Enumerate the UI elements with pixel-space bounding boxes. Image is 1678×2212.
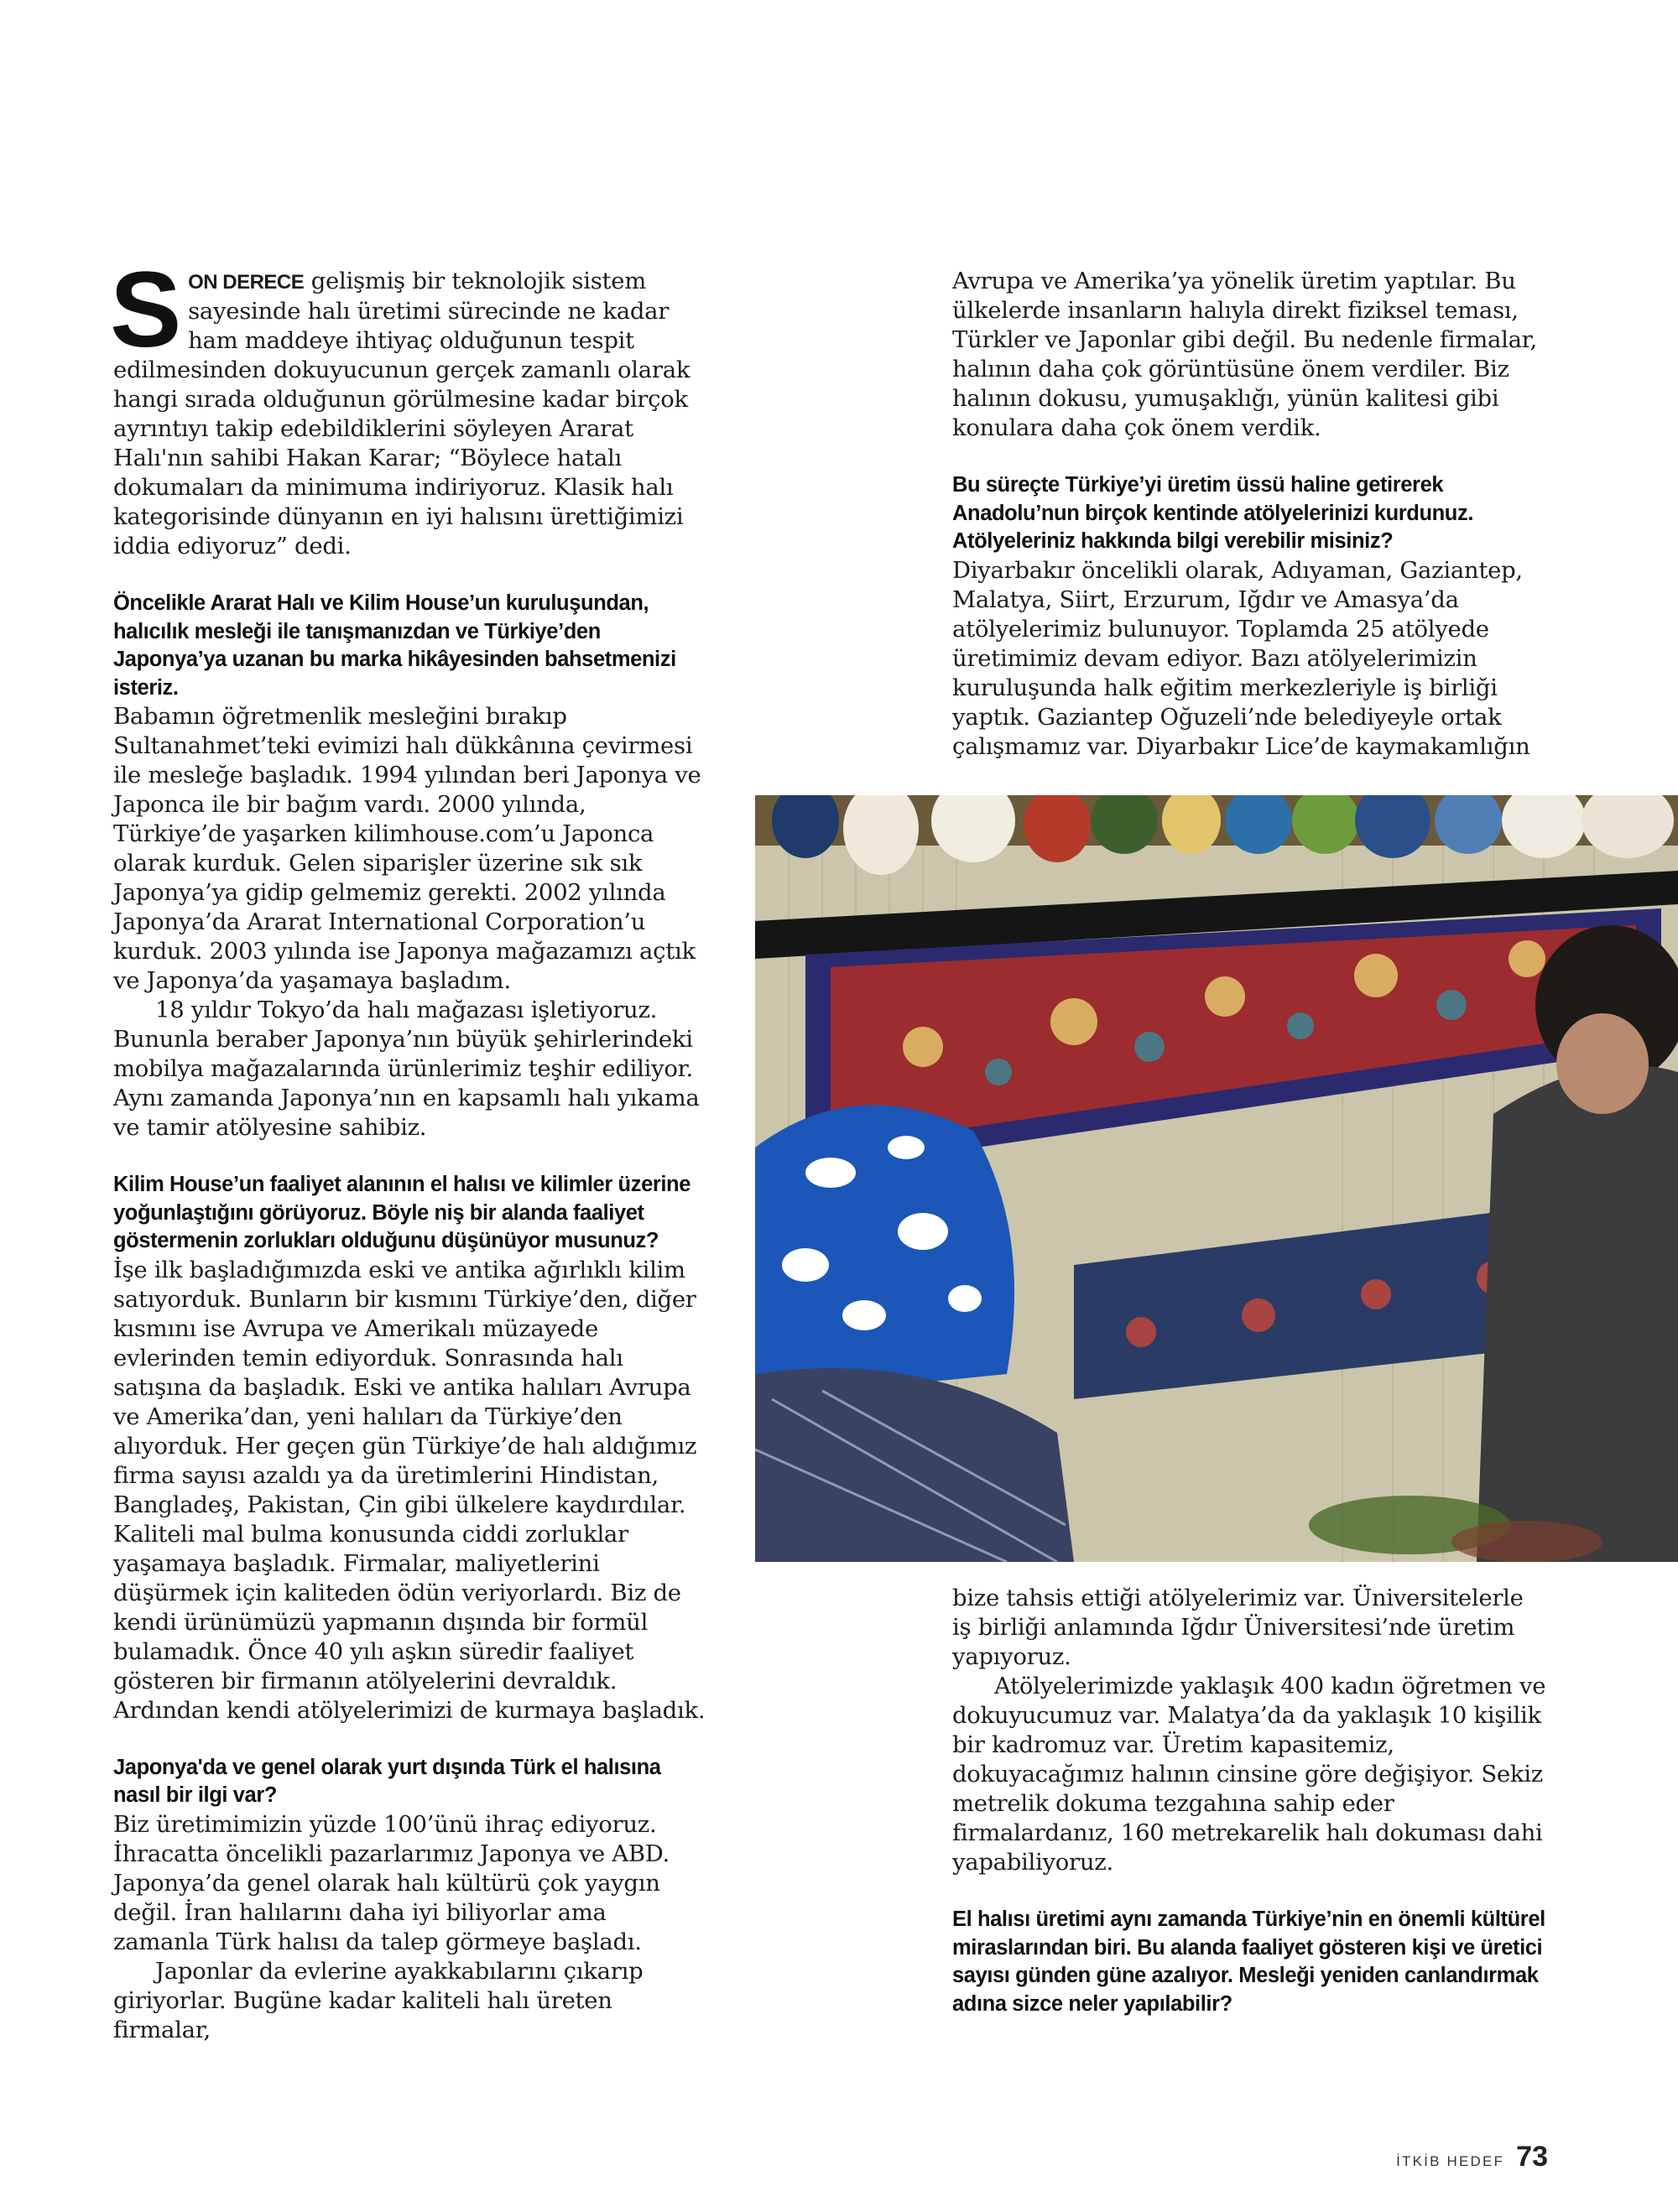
- answer-1-paragraph-2: 18 yıldır Tokyo’da halı mağazası işletiyoruz. Bununla beraber Japonya’nın büyük şehirlerindeki mobilya mağazalarında ürünlerimiz teşhir ediliyor. Aynı zamanda Japonya’nın en kapsamlı halı yıkama ve tamir atölyesine sahibiz.: [113, 997, 700, 1141]
- answer-3-paragraph-1: Biz üretimimizin yüzde 100’ünü ihraç ediyoruz. İhracatta öncelikli pazarlarımız Japonya ve ABD. Japonya’da genel olarak halı kültürü çok yaygın değil. İran halılarını daha iyi biliyorlar ama zamanla Türk halısı da talep görmeye başladı.: [113, 1810, 670, 1955]
- weaving-illustration: [755, 795, 1678, 1562]
- answer-2-paragraph-1: İşe ilk başladığımızda eski ve antika ağırlıklı kilim satıyorduk. Bunların bir kısmını Türkiye’den, diğer kısmını ise Avrupa ve Amerikalı müzayede evlerinden temin ediyorduk. Sonrasında halı satışına da başladık. Eski ve antika halıları Avrupa ve Amerika’dan, yeni halıları da Türkiye’den alıyorduk. Her geçen gün Türkiye’de halı aldığımız firma sayısı azaldı ya da üretimlerini Hindistan, Bangladeş, Pakistan, Çin gibi ülkelere kaydırdılar. Kaliteli mal bulma konusunda ciddi zorluklar yaşamaya başladık. Firmalar, maliyetlerini düşürmek için kaliteden ödün veriyorlardı. Biz de kendi ürünümüzü yapmanın dışında bir formül bulamadık. Önce 40 yılı aşkın süredir faaliyet gösteren bir firmanın atölyelerini devraldık. Ardından kendi atölyelerimizi de kurmaya başladık.: [113, 1256, 706, 1724]
- answer-4-paragraph-2: bize tahsis ettiği atölyelerimiz var. Üniversitelerle iş birliği anlamında Iğdır Üniversitesi’nde üretim yapıyoruz.: [952, 1585, 1524, 1670]
- drop-cap: S: [110, 250, 182, 370]
- question-5: El halısı üretimi aynı zamanda Türkiye’nin en önemli kültürel miraslarından biri. Bu alanda faaliyet gösteren kişi ve üretici sayısı günden güne azalıyor. Mesleği yeniden canlandırmak adına sizce neler yapılabilir?: [952, 1908, 1545, 2016]
- answer-4-paragraph-1: Diyarbakır öncelikli olarak, Adıyaman, Gaziantep, Malatya, Siirt, Erzurum, Iğdır ve Amasya’da atölyelerimiz bulunuyor. Toplamda 25 atölyede üretimimiz devam ediyor. Bazı atölyelerimizin kuruluşunda halk eğitim merkezleriyle iş birliği yaptık. Gaziantep Oğuzeli’nde belediyeyle ortak çalışmamız var. Diyarbakır Lice’de kaymakamlığın: [952, 556, 1530, 760]
- lead-paragraph: [110, 250, 709, 561]
- answer-1-paragraph-1: Babamın öğretmenlik mesleğini bırakıp Sultanahmet’teki evimizi halı dükkânına çevirmesi ile mesleğe başladık. 1994 yılından beri Japonya ve Japonca ile bir bağım vardı. 2000 yılında, Türkiye’de yaşarken kilimhouse.com’u Japonca olarak kurduk. Gelen siparişler üzerine sık sık Japonya’ya gidip gelmemiz gerekti. 2002 yılında Japonya’da Ararat International Corporation’u kurduk. 2003 yılında ise Japonya mağazamızı açtık ve Japonya’da yaşamaya başladım.: [113, 703, 701, 994]
- question-4: Bu süreçte Türkiye’yi üretim üssü haline getirerek Anadolu’nun birçok kentinde atölyelerinizi kurdunuz. Atölyeleriniz hakkında bilgi verebilir misiniz?: [952, 473, 1474, 553]
- lead-text: gelişmiş bir teknolojik sistem sayesinde halı üretimi sürecinde ne kadar ham maddeye ihtiyaç olduğunun tespit edilmesinden dokuyucunun gerçek zamanlı olarak hangi sırada olduğunun görülmesine kadar birçok ayrıntıyı takip edebildiklerini söyleyen Ararat Halı'nın sahibi Hakan Karar; “Böylece hatalı dokumaları da minimuma indiriyoruz. Klasik halı kategorisinde dünyanın en iyi halısını ürettiğimizi iddia ediyoruz” dedi.: [113, 268, 690, 560]
- lead-small-caps: ON DERECE: [188, 271, 305, 294]
- question-1: Öncelikle Ararat Halı ve Kilim House’un kuruluşundan, halıcılık mesleği ile tanışmanızdan ve Türkiye’den Japonya’ya uzanan bu marka hikâyesinden bahsetmenizi isteriz.: [113, 591, 676, 700]
- right-column-bottom: [952, 1584, 1548, 2018]
- question-3: Japonya'da ve genel olarak yurt dışında Türk el halısına nasıl bir ilgi var?: [113, 1755, 661, 1807]
- answer-3-paragraph-3: Avrupa ve Amerika’ya yönelik üretim yaptılar. Bu ülkelerde insanların halıyla direkt fiziksel teması, Türkler ve Japonlar gibi değil. Bu nedenle firmalar, halının daha çok görüntüsüne önem verdiler. Biz halının dokusu, yumuşaklığı, yünün kalitesi gibi konulara daha çok önem verdik.: [952, 268, 1537, 441]
- question-2: Kilim House’un faaliyet alanının el halısı ve kilimler üzerine yoğunlaştığını görüyoruz. Böyle niş bir alanda faaliyet göstermenin zorlukları olduğunu düşünüyor musunuz?: [113, 1173, 691, 1252]
- magazine-name: İTKİB HEDEF: [1396, 2153, 1505, 2169]
- carpet-weaving-photo: [755, 795, 1678, 1562]
- answer-4-paragraph-3: Atölyelerimizde yaklaşık 400 kadın öğretmen ve dokuyucumuz var. Malatya’da da yaklaşık 10 kişilik bir kadromuz var. Üretim kapasitemiz, dokuyacağımız halının cinsine göre değişiyor. Sekiz metrelik dokuma tezgahına sahip eder firmalardanız, 160 metrekarelik halı dokuması dahi yapabiliyoruz.: [952, 1673, 1546, 1876]
- answer-3-paragraph-2: Japonlar da evlerine ayakkabılarını çıkarıp giriyorlar. Bugüne kadar kaliteli halı üreten firmalar,: [113, 1957, 644, 2043]
- page-number: 73: [1516, 2141, 1548, 2173]
- page-footer: [1396, 2141, 1548, 2173]
- right-column-top: [952, 267, 1548, 762]
- left-column: [110, 250, 709, 2045]
